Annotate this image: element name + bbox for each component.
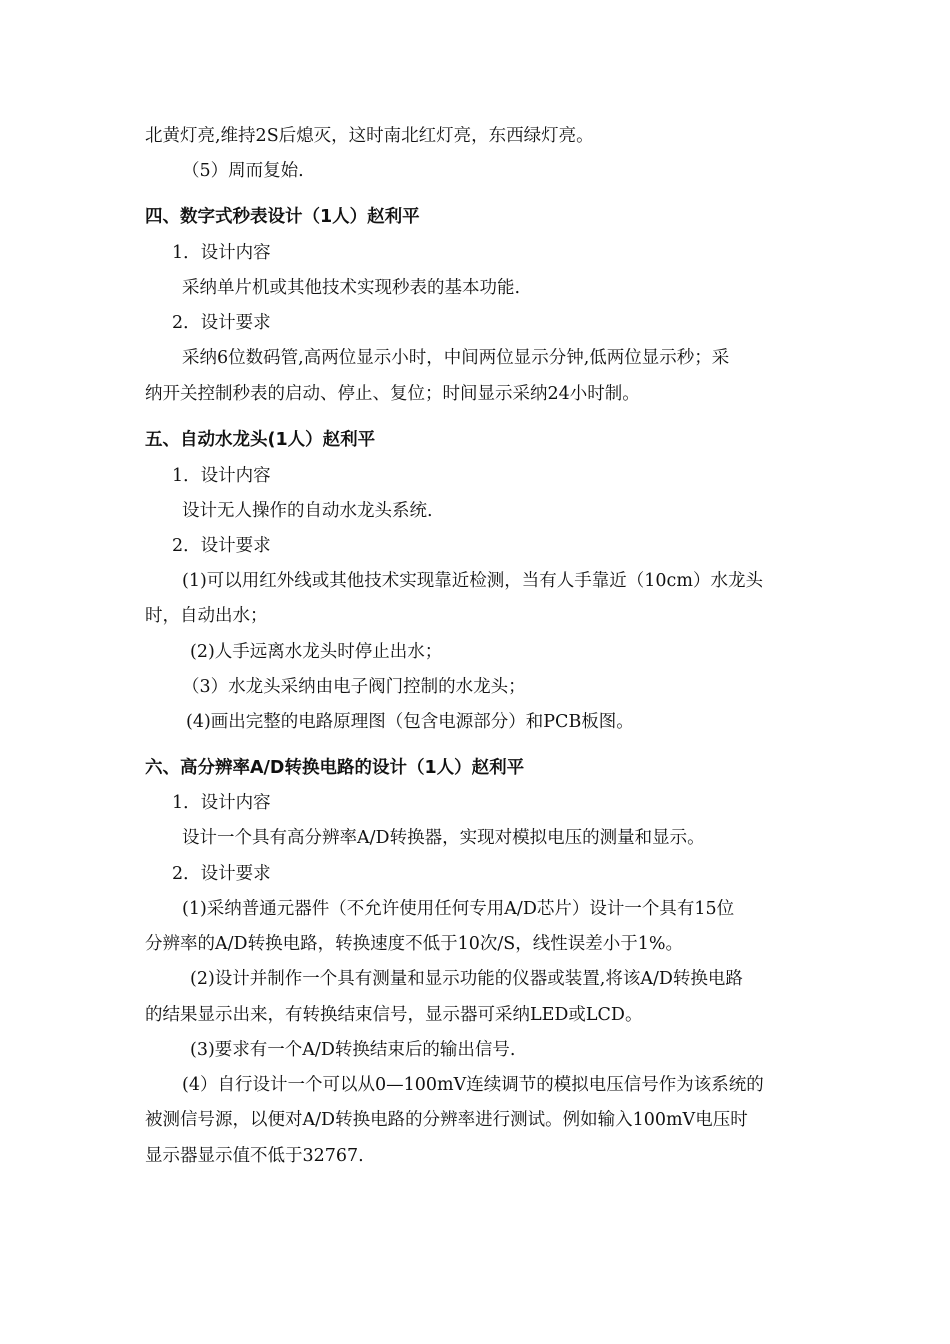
paragraph-line: 采纳6位数码管,高两位显示小时，中间两位显示分钟,低两位显示秒；采	[182, 348, 730, 368]
section-heading: 四、数字式秒表设计（1人）赵利平	[145, 207, 420, 227]
paragraph-line: 的结果显示出来，有转换结束信号，显示器可采纳LED或LCD。	[145, 1005, 643, 1025]
paragraph-line: 被测信号源，以便对A/D转换电路的分辨率进行测试。例如输入100mV电压时	[145, 1110, 748, 1130]
list-item: (2)人手远离水龙头时停止出水；	[190, 642, 443, 662]
paragraph-line: (1)可以用红外线或其他技术实现靠近检测，当有人手靠近（10cm）水龙头	[182, 571, 763, 591]
paragraph-line: 显示器显示值不低于32767.	[145, 1146, 364, 1166]
subheading: 1．设计内容	[172, 243, 271, 263]
paragraph-line: 采纳单片机或其他技术实现秒表的基本功能.	[182, 278, 521, 298]
list-item: (3)要求有一个A/D转换结束后的输出信号.	[190, 1040, 516, 1060]
paragraph-line: 设计无人操作的自动水龙头系统.	[182, 501, 433, 521]
paragraph-line: 时，自动出水；	[145, 606, 268, 626]
section-heading: 六、高分辨率A/D转换电路的设计（1人）赵利平	[145, 758, 525, 778]
list-item: (4)画出完整的电路原理图（包含电源部分）和PCB板图。	[186, 712, 634, 732]
paragraph-line: （5）周而复始.	[182, 161, 304, 181]
subheading: 2．设计要求	[172, 536, 271, 556]
list-item: （3）水龙头采纳由电子阀门控制的水龙头；	[182, 677, 526, 697]
paragraph-line: 北黄灯亮,维持2S后熄灭，这时南北红灯亮，东西绿灯亮。	[145, 126, 594, 146]
subheading: 1．设计内容	[172, 793, 271, 813]
paragraph-line: 纳开关控制秒表的启动、停止、复位；时间显示采纳24小时制。	[145, 384, 640, 404]
section-heading: 五、自动水龙头(1人）赵利平	[145, 430, 376, 450]
paragraph-line: (1)采纳普通元器件（不允许使用任何专用A/D芯片）设计一个具有15位	[182, 899, 735, 919]
paragraph-line: (2)设计并制作一个具有测量和显示功能的仪器或装置,将该A/D转换电路	[190, 969, 743, 989]
subheading: 2．设计要求	[172, 864, 271, 884]
paragraph-line: 分辨率的A/D转换电路，转换速度不低于10次/S，线性误差小于1%。	[145, 934, 683, 954]
subheading: 2．设计要求	[172, 313, 271, 333]
subheading: 1．设计内容	[172, 466, 271, 486]
paragraph-line: (4）自行设计一个可以从0—100mV连续调节的模拟电压信号作为该系统的	[182, 1075, 764, 1095]
paragraph-line: 设计一个具有高分辨率A/D转换器，实现对模拟电压的测量和显示。	[182, 828, 705, 848]
